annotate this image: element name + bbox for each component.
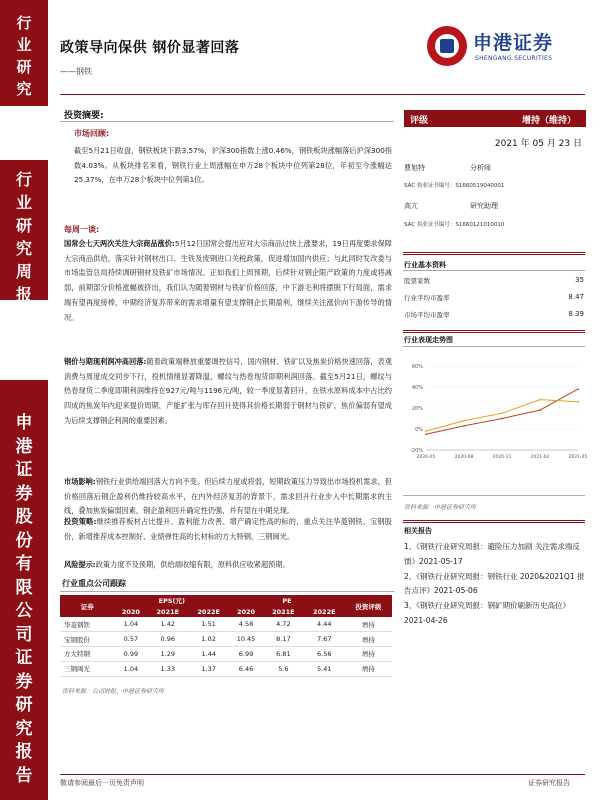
page-title: 政策导向保供 钢价显著回落	[60, 40, 240, 56]
company-table	[60, 595, 392, 677]
rating-box	[404, 110, 586, 127]
band-char: 报	[15, 285, 32, 304]
series-point	[425, 433, 427, 435]
band-bottom	[0, 380, 48, 800]
band-char: 究	[16, 80, 32, 98]
band-char: 究	[15, 718, 33, 739]
basic-row: 行业平均市盈率 8.47	[404, 293, 584, 302]
report-date: 2021 年 05 月 23 日	[494, 139, 582, 149]
series-point	[539, 409, 541, 411]
table-row	[60, 661, 392, 676]
analyst-1-role: 分析师	[470, 164, 491, 172]
band-char: 报	[15, 742, 33, 762]
band-char: 股	[15, 507, 33, 527]
band-char: 券	[15, 483, 33, 504]
table-cell: 1.33	[147, 661, 188, 676]
rating-label: 评级	[410, 116, 429, 126]
related-heading: 相关报告	[404, 527, 432, 535]
x-tick-label: 2020-08	[454, 455, 474, 460]
band-char: 业	[15, 193, 32, 212]
series-point	[577, 388, 579, 390]
x-tick-label: 2020-05	[416, 455, 436, 460]
series-point	[539, 399, 541, 401]
band-char: 业	[16, 36, 32, 54]
related-item[interactable]: 3、《钢铁行业研究周报：钢矿期价刷新历史高位》2021-04-26	[404, 601, 571, 625]
band-char: 申	[15, 413, 33, 433]
band-char: 研	[16, 58, 32, 76]
table-cell: 1.04	[114, 617, 147, 632]
col-year: 2021E	[263, 606, 304, 617]
series-point	[501, 418, 503, 420]
logo-text-cn: 申港证券	[473, 32, 554, 54]
header-divider	[60, 94, 585, 95]
table-row	[60, 647, 392, 662]
analyst-1-name: 曹旭特	[404, 164, 425, 172]
rating-cell: 增持	[345, 661, 392, 676]
analyst-2-name: 高亢	[404, 202, 418, 210]
series-line-1	[426, 400, 578, 432]
band-char: 证	[15, 648, 33, 668]
col-pe: PE	[229, 595, 345, 606]
analyst-1-cert: SAC 执业证书编号：S1660519040001	[404, 183, 505, 189]
x-tick-label: 2021-02	[530, 455, 550, 460]
band-char: 有	[15, 554, 33, 574]
company-name: 宝钢股份	[60, 632, 114, 647]
table-cell: 5.41	[304, 661, 345, 676]
table-heading: 行业重点公司跟踪	[62, 579, 126, 588]
rating-cell: 增持	[345, 632, 392, 647]
x-tick-label: 2021-05	[568, 455, 588, 460]
table-cell: 8.17	[263, 632, 304, 647]
basic-row: 市场平均市盈率 8.39	[404, 310, 584, 319]
table-source: 资料来源：公司财报、申港证券研究所	[62, 688, 165, 695]
series-point	[501, 412, 503, 414]
company-logo	[427, 24, 577, 70]
band-char: 司	[15, 624, 33, 645]
band-char: 行	[15, 170, 32, 189]
disclaimer-footer: 敬请参阅最后一页免责声明	[60, 779, 144, 787]
band-char: 限	[15, 577, 33, 598]
y-tick-label: 0%	[415, 427, 423, 433]
table-row	[60, 632, 392, 647]
table-cell: 6.81	[263, 647, 304, 662]
related-reports	[404, 540, 586, 629]
col-year: 2020	[229, 606, 263, 617]
table-cell: 1.42	[147, 617, 188, 632]
market-review-text: 截至5月21日收盘，钢铁板块下跌3.57%，沪深300指数上涨0.46%，钢铁板块涨幅落后沪深300指数4.03%。从板块排名来看，钢铁行业上周涨幅在申万28个板块中位列第28位，年初至今涨幅达25.37%，在申万28个板块中位列第1位。	[74, 146, 392, 185]
chart-heading: 行业表现走势图	[404, 336, 453, 344]
col-rating: 投资评级	[345, 595, 392, 617]
table-cell: 0.57	[114, 632, 147, 647]
band-char: 证	[15, 460, 33, 480]
col-eps: EPS(元)	[114, 595, 229, 606]
market-review-heading: 市场回顾:	[74, 129, 110, 138]
table-cell: 1.51	[188, 617, 229, 632]
col-year: 2021E	[147, 606, 188, 617]
x-tick-label: 2020-11	[492, 455, 512, 460]
series-point	[577, 401, 579, 403]
related-item[interactable]: 2、《钢铁行业研究周报：钢铁行业 2020&2021Q1 报告点评》2021-05-06	[404, 571, 585, 596]
series-point	[425, 430, 427, 432]
table-cell: 6.99	[229, 647, 263, 662]
band-char: 份	[15, 530, 33, 551]
market-impact: 市场影响:钢铁行业供给端回落大方向不变，但后续力度或将弱，短期政策压力导致出市场投机需求，但价格回落后钢企盈利仍维持较高水平，在内外经济复苏的背景下，需求回升行业步入中长期需求的主线，叠加焦炭偏弱因素，钢企盈利回升确定性仍强，并有望在中期兑现。	[64, 477, 392, 516]
col-year: 2020	[114, 606, 147, 617]
chart-source: 资料来源：申港证券研究所	[404, 504, 477, 511]
table-cell: 1.02	[188, 632, 229, 647]
y-tick-label: -20%	[410, 448, 423, 454]
summary-heading: 投资摘要:	[64, 111, 104, 121]
series-point	[463, 425, 465, 427]
page-subtitle: ——钢铁	[60, 67, 92, 76]
table-cell: 4.72	[263, 617, 304, 632]
company-name: 华菱钢铁	[60, 617, 114, 632]
table-cell: 1.37	[188, 661, 229, 676]
basic-info-heading: 行业基本资料	[404, 261, 446, 269]
table-row	[60, 617, 392, 632]
weekly-heading: 每周一谈:	[64, 225, 100, 234]
band-char: 告	[15, 765, 33, 786]
series-point	[463, 420, 465, 422]
table-cell: 1.04	[114, 661, 147, 676]
rating-cell: 增持	[345, 617, 392, 632]
band-char: 港	[15, 436, 33, 457]
y-tick-label: 20%	[411, 406, 423, 412]
rating-value: 增持（维持）	[521, 116, 576, 126]
y-tick-label: 40%	[411, 385, 423, 391]
related-item[interactable]: 1、《钢铁行业研究周报：避险压力加剧 关注需求端反馈》2021-05-17	[404, 542, 580, 566]
band-char: 券	[15, 671, 33, 692]
analyst-2-role: 研究助理	[470, 202, 498, 210]
band-char: 公	[15, 601, 33, 621]
band-char: 周	[15, 262, 32, 281]
rating-cell: 增持	[345, 647, 392, 662]
table-cell: 1.44	[188, 647, 229, 662]
band-top	[0, 0, 48, 106]
table-cell: 1.29	[147, 647, 188, 662]
weekly-paragraph-1: 国常会七天两次关注大宗商品涨价:5月12日国常会提出应对大宗商品过快上涨要求，19日再度要求保障大宗商品供给，落实针对钢材出口、生铁及废钢进口关税政策，促进增加国内供应；与此同时发改委与市场监管总局持续调研钢材及铁矿市场情况。正如我们上周预期，后续针对钢企限产政策的力度或将减弱，前期部分价格涨幅被挤出，我们认为随着钢材与铁矿价格回落，中下游毛利将摆脱下行局面，需求端有望再度接棒，中期经济复苏带来的需求增量有望支撑钢企长期盈利，继续关注涨价向下游传导的情况。	[64, 239, 392, 322]
basic-row: 股票家数 35	[404, 276, 584, 285]
series-line-0	[426, 389, 578, 434]
investment-strategy: 投资策略:继续推荐板材占比提升、盈利能力改善、增产确定性高的标的，重点关注华菱钢铁、宝钢股份，新增推荐成本控制好、业绩弹性高的长材标的方大特钢、三钢闽光。	[64, 517, 392, 541]
col-year: 2022E	[304, 606, 345, 617]
table-cell: 7.67	[304, 632, 345, 647]
weekly-paragraph-2: 钢价与期现利润冲高回落:随着政策端释放重要调控信号，国内钢材、铁矿以及焦炭价格快速回落，表观消费与周度成交同步下行，投机情绪显著降温，螺纹与热卷现货即期利润回落。截至5月21日，螺纹与热卷现货二季度即期利润维持在927元/吨与1196元/吨，较一季度显著回升，在铁水原料成本中占比约四成的焦炭年内迎来提价周期，产能扩张与库存回升使得其价格长期弱于钢材与铁矿，焦价偏弱有望成为后续支撑钢企利润的重要因素。	[64, 357, 392, 425]
y-tick-label: 60%	[411, 364, 423, 370]
table-cell: 0.99	[114, 647, 147, 662]
band-char: 研	[15, 695, 33, 715]
table-cell: 6.46	[229, 661, 263, 676]
band-mid	[0, 160, 48, 304]
logo-text-en: SHENGANG SECURITIES	[475, 55, 553, 62]
report-type-footer: 证券研究报告	[528, 779, 570, 787]
table-cell: 5.6	[263, 661, 304, 676]
company-name: 方大特钢	[60, 647, 114, 662]
table-cell: 4.44	[304, 617, 345, 632]
band-char: 究	[15, 239, 32, 258]
table-cell: 6.56	[304, 647, 345, 662]
table-cell: 10.45	[229, 632, 263, 647]
performance-chart	[404, 360, 588, 470]
table-cell: 0.96	[147, 632, 188, 647]
table-cell: 4.58	[229, 617, 263, 632]
company-name: 三钢闽光	[60, 661, 114, 676]
analyst-2-cert: SAC 执业证书编号：S1660121010010	[404, 222, 505, 228]
col-year: 2022E	[188, 606, 229, 617]
band-char: 行	[16, 14, 32, 32]
col-code: 证券	[60, 595, 114, 617]
risk-warning: 风险提示:政策力度不及预期，供给端收缩有限，原料供应收紧超预期。	[64, 560, 290, 569]
band-char: 研	[15, 216, 32, 235]
